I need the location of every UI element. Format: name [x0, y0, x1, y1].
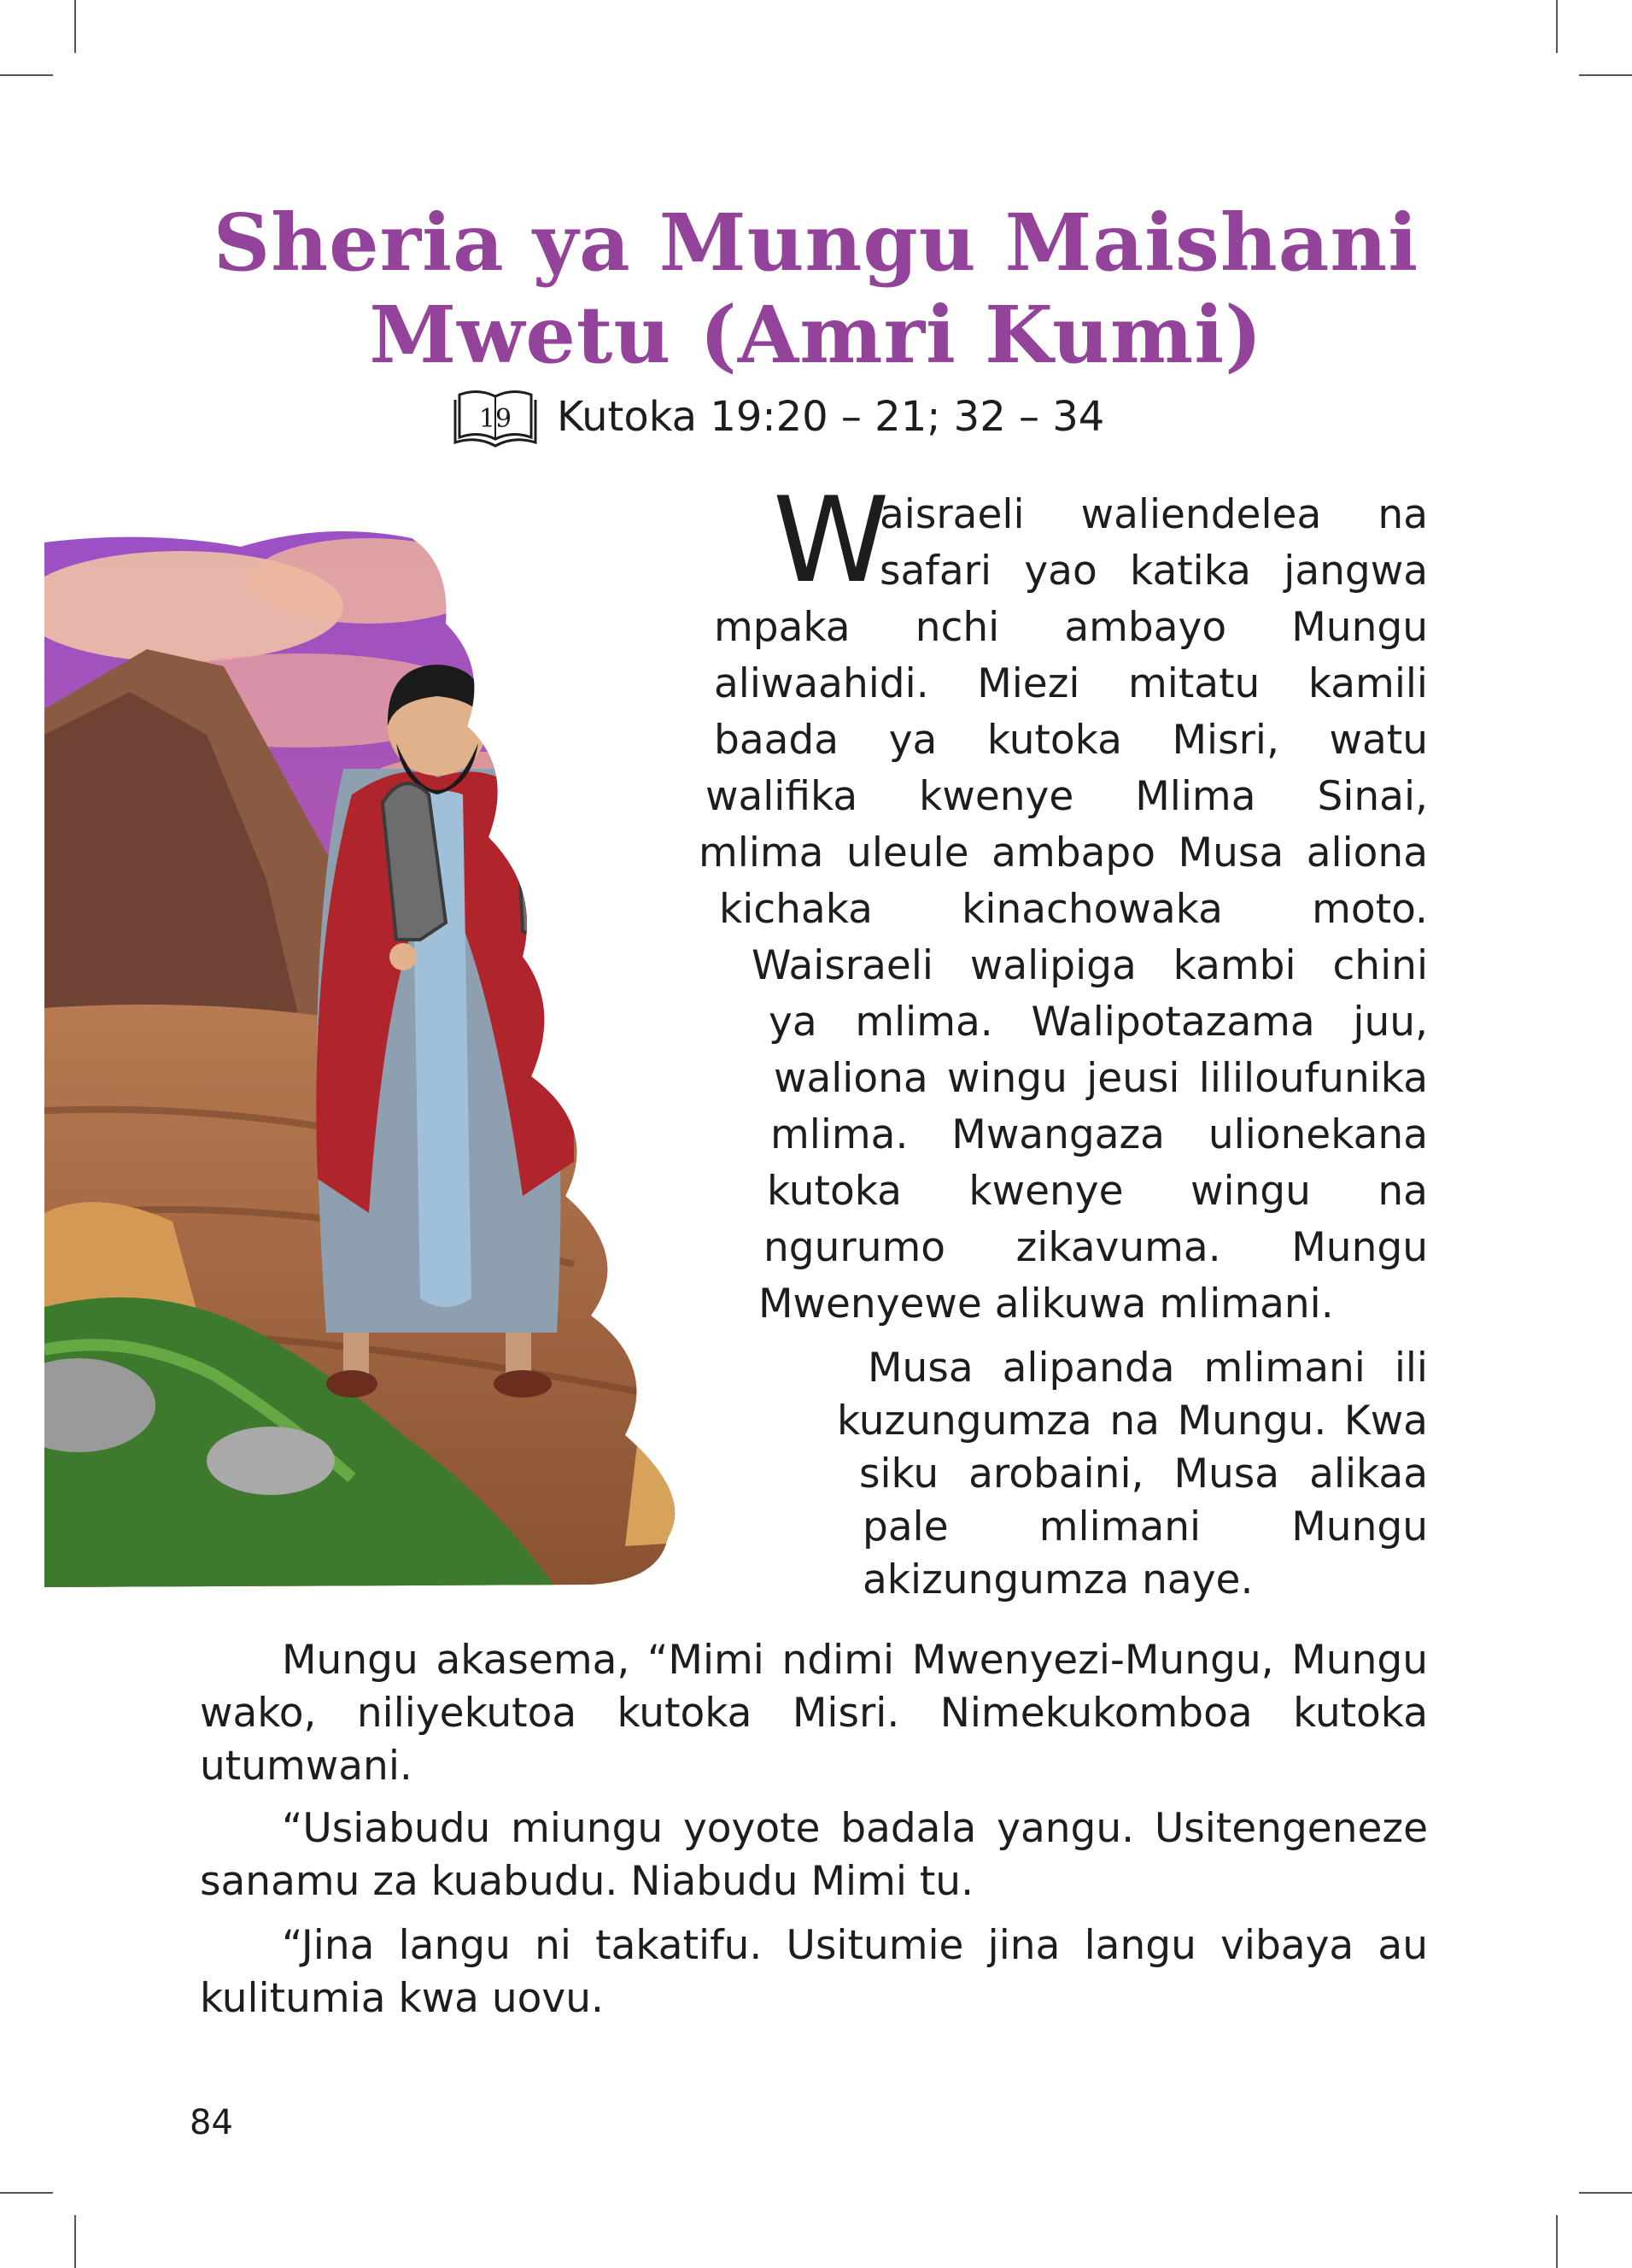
text-line: aliwaahidi. Miezi mitatu kamili [714, 660, 1428, 707]
reference-text: Kutoka 19:20 – 21; 32 – 34 [557, 393, 1105, 441]
text-line: “Usiabudu miungu yoyote badala yangu. Usitengeneze [282, 1805, 1428, 1852]
text-line: siku arobaini, Musa alikaa [859, 1450, 1428, 1497]
text-line: ya mlima. Walipotazama juu, [769, 999, 1428, 1046]
text-line: kichaka kinachowaka moto. [719, 886, 1428, 933]
chapter-badge: 19 [478, 404, 512, 434]
text-line: Waisraeli walipiga kambi chini [752, 942, 1428, 989]
title-line-2: Mwetu (Amri Kumi) [369, 289, 1263, 381]
moses-figure [316, 665, 574, 1398]
text-line: baada ya kutoka Misri, watu [714, 717, 1428, 764]
text-line: mpaka nchi ambayo Mungu [714, 604, 1428, 651]
text-line: aisraeli waliendelea na [880, 491, 1428, 538]
crop-mark [74, 2215, 76, 2268]
crop-mark [74, 0, 76, 53]
text-line: utumwani. [200, 1743, 412, 1790]
text-line: akizungumza naye. [863, 1556, 1254, 1603]
text-line: wako, niliyekutoa kutoka Misri. Nimekukomboa kutoka [200, 1690, 1428, 1737]
page-number: 84 [190, 2103, 233, 2142]
text-line: mlima uleule ambapo Musa aliona [699, 829, 1428, 876]
text-line: walifika kwenye Mlima Sinai, [705, 773, 1428, 820]
crop-mark [1556, 0, 1558, 53]
text-line: ngurumo zikavuma. Mungu [763, 1224, 1428, 1271]
text-line: Mwenyewe alikuwa mlimani. [758, 1281, 1334, 1327]
text-line: kutoka kwenye wingu na [767, 1168, 1428, 1215]
title-line-1: Sheria ya Mungu Maishani [213, 196, 1419, 289]
text-line: kulitumia kwa uovu. [200, 1975, 604, 2022]
text-line: mlima. Mwangaza ulionekana [770, 1111, 1428, 1158]
text-line: safari yao katika jangwa [880, 548, 1428, 595]
crop-mark [1579, 74, 1632, 76]
text-line: Musa alipanda mlimani ili [868, 1345, 1428, 1392]
crop-mark [1556, 2215, 1558, 2268]
text-line: Mungu akasema, “Mimi ndimi Mwenyezi-Mungu, Mungu [282, 1637, 1428, 1684]
drop-cap: W [773, 472, 890, 609]
text-line: kuzungumza na Mungu. Kwa [837, 1398, 1428, 1445]
text-line: “Jina langu ni takatifu. Usitumie jina langu vibaya au [282, 1922, 1428, 1969]
crop-mark [0, 74, 53, 76]
crop-mark [1579, 2192, 1632, 2194]
text-line: sanamu za kuabudu. Niabudu Mimi tu. [200, 1858, 974, 1905]
crop-mark [0, 2192, 53, 2194]
scripture-reference [453, 383, 1104, 451]
text-line: waliona wingu jeusi lililoufunika [774, 1055, 1428, 1102]
open-book-icon [453, 383, 538, 451]
page-title [0, 196, 1632, 381]
text-line: pale mlimani Mungu [863, 1503, 1428, 1550]
